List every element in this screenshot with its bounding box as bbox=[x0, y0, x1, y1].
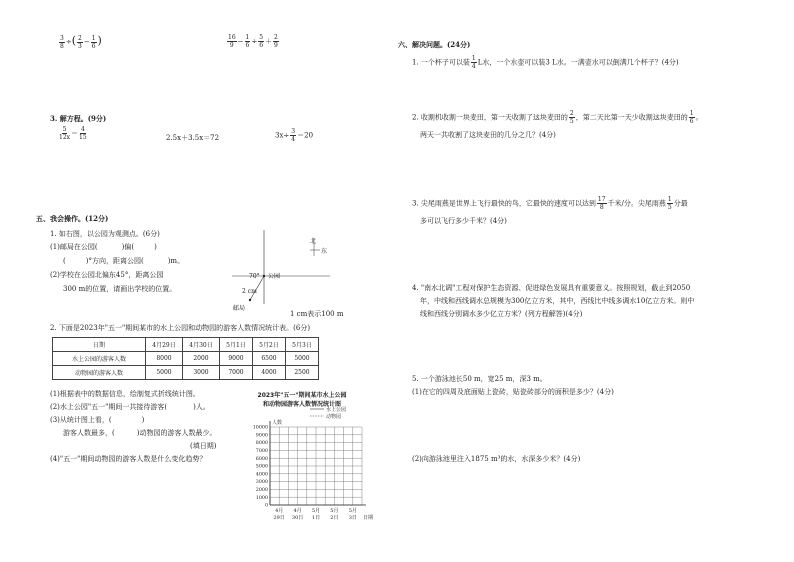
x-tick-label-bottom: 29日 bbox=[273, 515, 285, 521]
r-q5-line2: (1)在它的四周及底面贴上瓷砖，贴瓷砖部分的面积是多少？(4分) bbox=[412, 388, 614, 396]
y-tick-label: 4000 bbox=[255, 472, 268, 478]
eq3-post: ＝20 bbox=[297, 131, 314, 140]
y-tick-label: 9000 bbox=[255, 433, 268, 439]
frac-num: 3 bbox=[291, 128, 296, 135]
frac-den: 6 bbox=[259, 42, 264, 49]
table-cell: 9000 bbox=[220, 352, 253, 366]
y-tick-label: 7000 bbox=[255, 449, 268, 454]
frac-den bbox=[59, 134, 70, 141]
frac-den: 15 bbox=[79, 134, 87, 141]
r-q4-line3: 线和西线分别调水多少亿立方米？(列方程解答)(4分) bbox=[420, 310, 583, 318]
frac-num: 5 bbox=[259, 34, 264, 41]
q2-3b: ) bbox=[141, 416, 145, 424]
equation-1: $\frac{5}{12x}$ ＝ $\frac{4}{15}$ bbox=[59, 126, 87, 141]
frac-den: 5 bbox=[667, 204, 672, 211]
frac-den: 3 bbox=[78, 42, 82, 50]
x-tick-label-bottom: 3日 bbox=[348, 515, 357, 521]
equation-2: 2.5x＋3.5x＝72 bbox=[166, 134, 220, 142]
q1-1d: ( bbox=[63, 257, 66, 265]
frac-num: 16 bbox=[228, 34, 236, 41]
q2-title: 2. 下面是2023年"五一"期间某市的水上公园和动物园的游客人数情况统计表。(6分) bbox=[50, 324, 311, 332]
frac-num: 1 bbox=[245, 34, 250, 41]
frac-den: 6 bbox=[689, 118, 694, 125]
q1-2-line2: 300 m的位置，请画出学校的位置。 bbox=[63, 285, 177, 293]
y-tick-label: 3000 bbox=[255, 480, 268, 486]
table-header-cell: 日期 bbox=[53, 338, 146, 352]
frac-den: 9 bbox=[274, 42, 278, 49]
r-q3-line2: 多可以飞行多少千米？(4分) bbox=[420, 217, 507, 225]
r-q1 bbox=[412, 55, 679, 70]
q1-1-line2 bbox=[63, 256, 184, 266]
x-axis-label: 日期 bbox=[363, 515, 374, 521]
q1-1f: )m。 bbox=[167, 257, 185, 265]
frac-den: 6 bbox=[91, 42, 96, 50]
q2-2a: (2)水上公园"五一"期间一共接待游客( bbox=[50, 403, 168, 411]
y-tick-label: 0 bbox=[264, 503, 268, 509]
x-tick-label-bottom: 1日 bbox=[311, 515, 321, 521]
table-header-cell: 5月2日 bbox=[253, 338, 286, 352]
q2-1: (1)根据表中的数据信息，绘制复式折线统计图。 bbox=[50, 390, 200, 398]
x-tick-label-bottom: 2日 bbox=[330, 515, 339, 521]
frac-num: 2 bbox=[274, 34, 278, 41]
table-cell: 6500 bbox=[253, 352, 286, 366]
map-post-label: 邮局 bbox=[233, 305, 246, 312]
legend-label-zoo: 动物园 bbox=[326, 414, 342, 420]
y-tick-label: 10000 bbox=[252, 425, 268, 431]
section6-title: 六、解决问题。(24分) bbox=[398, 40, 471, 49]
equation-3 bbox=[275, 128, 313, 143]
post-point bbox=[249, 299, 251, 301]
map-park-label: 公园 bbox=[268, 273, 281, 280]
legend-label-water: 水上公园 bbox=[326, 407, 347, 413]
frac-den: 6 bbox=[245, 42, 250, 49]
r-q5-line1: 5. 一个游泳池长50 m，宽25 m，深3 m。 bbox=[412, 375, 547, 383]
q1-1a: (1)邮局在公园( bbox=[50, 243, 98, 251]
map-distance-label: 2 cm bbox=[242, 288, 257, 295]
table-cell: 4000 bbox=[253, 366, 286, 380]
q2-4: (4)"五一"期间动物园的游客人数是什么变化趋势？ bbox=[50, 455, 207, 463]
table-header-cell: 4月29日 bbox=[146, 338, 183, 352]
map-east-label: 东 bbox=[321, 248, 328, 255]
frac-den: 4 bbox=[471, 63, 476, 70]
frac-den: 4 bbox=[291, 136, 296, 143]
q1-1b: )偏( bbox=[121, 243, 135, 251]
y-tick-label: 2000 bbox=[255, 488, 268, 493]
y-tick-label: 6000 bbox=[255, 456, 268, 462]
line-chart bbox=[244, 405, 374, 523]
y-tick-label: 8000 bbox=[255, 441, 268, 447]
frac-num: 1 bbox=[667, 196, 672, 203]
frac-num: 2 bbox=[569, 110, 574, 117]
frac-num: 4 bbox=[80, 126, 85, 133]
r-q3-c: 分最 bbox=[673, 199, 688, 208]
frac-den: 8 bbox=[60, 42, 64, 50]
q2-3d: )动物园的游客人数最少。 bbox=[136, 429, 217, 437]
table-row bbox=[53, 352, 319, 366]
eq3-pre: 3x÷ bbox=[275, 131, 290, 140]
map-north-label: 北 bbox=[310, 238, 317, 245]
x-tick-label-top: 4月 bbox=[293, 508, 302, 514]
q1-1c: ) bbox=[154, 243, 157, 251]
table-cell: 7000 bbox=[220, 366, 253, 380]
visitor-table bbox=[52, 337, 319, 380]
r-q4-line2: 年，中线和西线调水总规模为300亿立方米，其中，西线比中线多调水10亿立方米。则中 bbox=[420, 297, 695, 305]
y-tick-label: 5000 bbox=[255, 464, 268, 470]
x-tick-label-top: 4月 bbox=[275, 508, 284, 514]
r-q3-line1 bbox=[412, 196, 688, 211]
calc-expr-1: $\frac{3}{8}$ ÷( $\frac{2}{3}$ − $\frac{1}{6}$ ) bbox=[60, 34, 102, 50]
table-row bbox=[53, 366, 319, 380]
q1-1e: )°方向，距离公园( bbox=[85, 257, 144, 265]
q2-3a: (3)从统计图上看，( bbox=[50, 416, 112, 424]
map-angle-label: 70° bbox=[249, 273, 260, 280]
r-q5-line3: (2)向游泳池里注入1875 m³的水，水深多少米？(4分) bbox=[412, 455, 581, 463]
r-q2-c: 。 bbox=[695, 113, 703, 122]
y-axis-label: 人数 bbox=[272, 420, 283, 426]
frac-num: 1 bbox=[471, 55, 476, 62]
frac-den: 9 bbox=[229, 42, 234, 49]
y-tick-label: 1000 bbox=[255, 495, 268, 501]
q2-2b: )人。 bbox=[193, 403, 210, 411]
table-cell: 2500 bbox=[286, 366, 319, 380]
frac-den: 8 bbox=[599, 204, 604, 211]
q1-title: 1. 如右图，以公园为观测点。(6分) bbox=[50, 230, 160, 238]
table-cell: 5000 bbox=[286, 352, 319, 366]
x-tick-label-bottom: 30日 bbox=[291, 515, 304, 521]
table-row-label: 水上公园的游客人数 bbox=[53, 352, 146, 366]
r-q3-a: 3. 尖尾雨燕是世界上飞行最快的鸟，它最快的速度可以达到 bbox=[412, 199, 596, 208]
r-q2-line2: 两天一共收割了这块麦田的几分之几？(4分) bbox=[420, 131, 556, 139]
den-value: 12 bbox=[59, 134, 67, 141]
r-q4-line1: 4. "南水北调"工程对保护生态资源、促进绿色发展具有重要意义。按照规划，截止到2050 bbox=[412, 284, 691, 292]
table-header-cell: 4月30日 bbox=[183, 338, 220, 352]
frac-num: 2 bbox=[78, 34, 82, 42]
q1-2-line1: (2)学校在公园北偏东45°，距离公园 bbox=[50, 271, 164, 279]
table-cell: 8000 bbox=[146, 352, 183, 366]
table-cell: 3000 bbox=[183, 366, 220, 380]
q1-1-line1 bbox=[50, 242, 157, 252]
calc-expr-2: $\frac{16}{9}$ − $\frac{1}{6}$ ÷ $\frac{5}{6}$ ＋ $\frac{2}{9}$ bbox=[228, 34, 278, 49]
frac-num: 17 bbox=[597, 196, 606, 203]
frac-den: 5 bbox=[569, 118, 574, 125]
q2-3-line1 bbox=[50, 415, 144, 425]
q2-3-hint: (填日期) bbox=[190, 442, 217, 450]
x-tick-label-top: 5月 bbox=[348, 508, 357, 514]
table-header-cell: 5月1日 bbox=[220, 338, 253, 352]
x-tick-label-top: 5月 bbox=[311, 508, 321, 514]
equations-title: 3. 解方程。(9分) bbox=[50, 114, 107, 123]
q2-3-line2 bbox=[63, 428, 216, 438]
table-row-label: 动物园的游客人数 bbox=[53, 366, 146, 380]
q2-2 bbox=[50, 402, 210, 412]
frac-num: 5 bbox=[62, 126, 67, 133]
park-point bbox=[263, 275, 265, 277]
map-scale-label: 1 cm表示100 m bbox=[290, 310, 344, 318]
var-value: x bbox=[66, 134, 71, 141]
r-q1-a: 1. 一个杯子可以装 bbox=[412, 58, 470, 67]
r-q3-b: 千米/分。尖尾雨燕 bbox=[607, 199, 666, 208]
chart-title: 2023年"五一"期间某市水上公园 bbox=[257, 392, 347, 399]
frac-num: 1 bbox=[689, 110, 694, 117]
table-cell: 5000 bbox=[146, 366, 183, 380]
r-q2-line1 bbox=[412, 110, 703, 125]
frac-num: 1 bbox=[91, 34, 96, 42]
chart-subtitle: 和动物园游客人数情况统计图 bbox=[262, 401, 341, 408]
table-header-row bbox=[53, 338, 319, 352]
r-q1-b: L水，一个水壶可以装3 L水。一满壶水可以倒满几个杯子？(4分) bbox=[477, 58, 679, 67]
q2-3c: 游客人数最多，( bbox=[63, 429, 115, 437]
x-tick-label-top: 5月 bbox=[330, 508, 339, 514]
r-q2-b: ，第二天比第一天少收割这块麦田的 bbox=[575, 113, 688, 122]
table-cell: 2000 bbox=[183, 352, 220, 366]
frac-num: 3 bbox=[60, 34, 64, 42]
section5-title: 五、我会操作。(12分) bbox=[36, 214, 109, 223]
r-q2-a: 2. 收割机收割一块麦田，第一天收割了这块麦田的 bbox=[412, 113, 568, 122]
table-header-cell: 5月3日 bbox=[286, 338, 319, 352]
